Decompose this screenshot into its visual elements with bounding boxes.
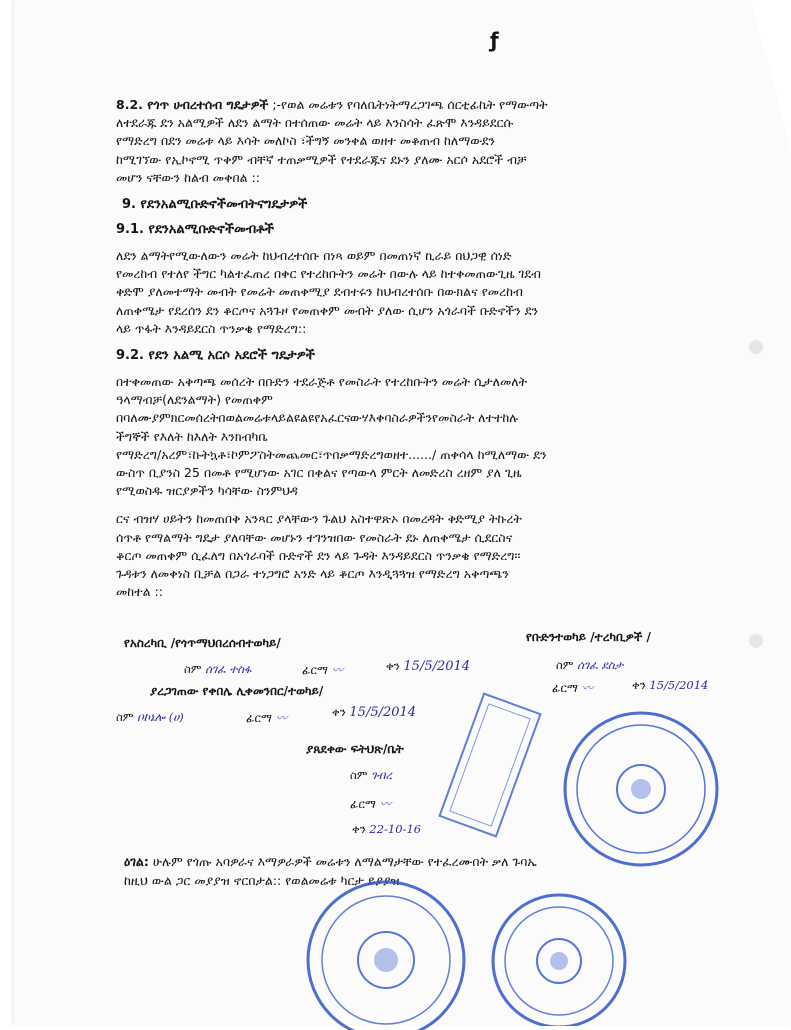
handover-title: የአስረካቢ /የጎጥማህበረሰብተወካይ/ bbox=[124, 636, 281, 650]
section-9-2-continued bbox=[116, 510, 752, 601]
receiver-date-field bbox=[632, 678, 708, 693]
text-line: በተቀመጠው አቅጣጫ መሰረት በቡድን ተደራጅቶ የመስራት የተረከቡትን መሬት ሲታለመለት bbox=[116, 374, 528, 390]
text-line: ለተደራጁ ደን አልሚዎች ለደን ልማት በተሰጠው መሬት ላይ እንስሳት ፈጽሞ እንዳይደርሱ bbox=[116, 115, 514, 131]
text-line: የማድረግ በደን መሬቱ ላይ እሳት መለኮስ ፣ችግኝ መንቀል ወዘተ መቆጠብ ከለማውደን bbox=[116, 133, 495, 149]
handover-date-handwriting: 15/5/2014 bbox=[403, 659, 471, 674]
handwritten-signature: 〰 bbox=[275, 711, 288, 725]
text-line: ;-የወል መሬቱን የባለቤትነትማረጋገጫ ሰርቲፊኬት የማውጣት bbox=[272, 97, 548, 112]
text-line: ላይ ጥፋት እንዳይደርስ ጥንቃቄ የማድረግ:: bbox=[116, 320, 307, 336]
text-line: ጉዳቱን ለመቀነስ ቢቻል በጋራ ተነጋግሮ አንድ ላይ ቆርጦ እንዲጓጓዝ የማድረግ አቅጣጫን bbox=[116, 566, 509, 582]
sign-label: ፊርማ bbox=[552, 681, 578, 695]
text-line: ቀድሞ ያለመተማት መብት የመሬት መጠቀሚያ ደብተሩን ከህብረተሰቡ በውክልና የመረከብ bbox=[116, 284, 523, 300]
receiver-name-handwriting: ሰገፈ ደስታ bbox=[577, 658, 624, 672]
sign-label: ፊርማ bbox=[302, 663, 328, 677]
text-line: ውስጥ ቢያንስ 25 በመቶ የሚሆነው አገር በቀልና የጣውላ ምርት ለመድረስ ረዘም ያለ ጊዜ bbox=[116, 465, 522, 481]
court-date-field bbox=[352, 822, 421, 837]
round-blue-seal bbox=[484, 886, 634, 1026]
note-line: ከዚህ ውል ጋር መያያዝ ኖርበታል:: የወልመሬቱ ካርታ ይያያዝ bbox=[124, 873, 400, 888]
note-line: ሁሉም የጎጡ አባዎራና እማዎራዎች መሬቱን ለማልማታቸው የተፈረሙበት ቃለ ጉባኤ bbox=[152, 854, 537, 869]
text-line: ሰጥቶ የማልማት ግዴታ ያለባቸው መሆኑን ተገንዝበው የመስራት ደኑ ለጠቀሜታ ሲደርስና bbox=[116, 529, 513, 545]
text-line: ርና ብዝሃ ሀይትን ከመጠበቅ አንጻር ያላቸውን ጉልህ አስተዋጽኦ በመረዳት ቅድሚያ ትኩረት bbox=[116, 511, 522, 527]
page-corner-fold bbox=[751, 0, 791, 150]
name-label: ስም bbox=[556, 658, 574, 672]
date-label: ቀን bbox=[332, 705, 346, 719]
verifier-date-handwriting: 15/5/2014 bbox=[349, 705, 417, 720]
handwritten-signature: 〰 bbox=[379, 797, 392, 811]
court-title: ያጸደቀው ፍትህጽ/ቤት bbox=[306, 742, 404, 756]
punch-hole bbox=[749, 634, 763, 648]
round-blue-seal bbox=[296, 880, 476, 1030]
text-line: የሚወስዱ ዝርያዎችን ካሳቸው ስንምህዳ bbox=[116, 483, 298, 499]
text-line: ችግኞች የእለት ከእለት እንክብካቤ bbox=[116, 428, 268, 444]
note-label: ዕገል: bbox=[124, 854, 149, 869]
section-9-2-body bbox=[116, 373, 752, 500]
page-number-mark: ƒ bbox=[490, 28, 499, 52]
text-line: የማድረግ/አረም፣ኩትኳቶ፣ኮምፖስትመጨመር፣ጥበቃማድረግወዘተ....../ ጠቀሳላ ከሚለማው ደን bbox=[116, 446, 547, 462]
verifier-name-handwriting: ቦኮኔሎ (ሀ) bbox=[137, 710, 184, 724]
text-line: ቆርጦ መጠቀም ሲፈለግ በአጎራባች ቡድኖች ደን ላይ ጉዳት እንዳይደርስ ጥንቃቄ የማድረግ፡፡ bbox=[116, 547, 521, 563]
date-label: ቀን bbox=[632, 678, 646, 692]
verifier-title: ያረጋገጠው የቀበሌ ሊቀመንበር/ተወካይ/ bbox=[150, 684, 324, 698]
court-date-handwriting: 22-10-16 bbox=[369, 822, 422, 836]
handover-sign-field bbox=[302, 662, 343, 678]
receiver-title: የቡድንተወካይ /ተረካቢዎች / bbox=[526, 630, 651, 644]
sign-label: ፊርማ bbox=[350, 797, 376, 811]
text-line: የመረከብ የተለየ ችግር ካልተፈጠረ በቀር የተረከቡትን መሬት በውሉ ላይ ከተቀመጠውጊዜ ገደብ bbox=[116, 266, 541, 282]
court-name-field bbox=[350, 768, 392, 783]
verifier-name-field bbox=[116, 710, 184, 725]
receiver-sign-field bbox=[552, 680, 593, 696]
handwritten-signature: 〰 bbox=[581, 681, 594, 695]
verifier-sign-field bbox=[246, 710, 287, 726]
handover-date-field bbox=[386, 659, 470, 674]
section-9-1-heading: 9.1. የደንአልሚቡድኖችመብቶች bbox=[116, 222, 274, 238]
text-line: በባለሙያምክርመሰረትበወልመሬቱላይልዩልዩየአፈርናውሃእቀባስራዎችንየመስራት ለተተከሉ bbox=[116, 410, 519, 426]
round-office-seal bbox=[556, 706, 726, 872]
handover-name-field bbox=[184, 662, 251, 677]
verifier-date-field bbox=[332, 705, 416, 720]
section-9-1-body bbox=[116, 247, 752, 338]
text-line: መከተል :: bbox=[116, 584, 163, 600]
name-label: ስም bbox=[184, 662, 202, 676]
sign-label: ፊርማ bbox=[246, 711, 272, 725]
text-line: ለጠቀሜታ የደረሰን ደን ቆርጦና አጓጉዞ የመጠቀም መብት ያለው ሲሆን አጎራባች ቡድኖችን ደን bbox=[116, 302, 539, 318]
court-name-handwriting: ገብረ bbox=[371, 768, 392, 782]
name-label: ስም bbox=[116, 710, 134, 724]
receiver-name-field bbox=[556, 658, 623, 673]
receiver-date-handwriting: 15/5/2014 bbox=[649, 678, 709, 692]
section-8-2-heading: 8.2. የጎጥ ሀብረተሰብ ግዴታዎች bbox=[116, 97, 269, 112]
section-8-2 bbox=[116, 96, 752, 187]
date-label: ቀን bbox=[386, 659, 400, 673]
text-line: ዓላማብቻ(ለደንልማት) የመጠቀም bbox=[116, 392, 273, 408]
text-line: መሆን ናቸውን ከልብ መቀበል :: bbox=[116, 169, 260, 185]
rectangular-court-stamp bbox=[430, 690, 550, 840]
name-label: ስም bbox=[350, 768, 368, 782]
document-body bbox=[116, 96, 752, 611]
court-sign-field bbox=[350, 796, 391, 812]
text-line: ከሚገኘው የኢኮኖሚ ጥቅም ብቸኛ ተጠቃሚዎች የተደራጁና ደኑን ያለሙ አርሶ አደሮች ብቻ bbox=[116, 151, 527, 167]
section-9-2-heading: 9.2. የደን አልሚ አርሶ አደሮች ግዴታዎች bbox=[116, 348, 315, 364]
date-label: ቀን bbox=[352, 822, 366, 836]
handover-name-handwriting: ሰገፈ ተስፋ bbox=[205, 662, 252, 676]
text-line: ለደን ልማትየሚውለውን መሬት ከህብረተሰቡ በነጻ ወይም በመጠነኛ ኪራይ በህጋዊ ሰነድ bbox=[116, 248, 512, 264]
section-9-heading: 9. የደንአልሚቡድኖችመብትናግዴታዎች bbox=[122, 197, 308, 213]
handwritten-signature: 〰 bbox=[331, 663, 344, 677]
